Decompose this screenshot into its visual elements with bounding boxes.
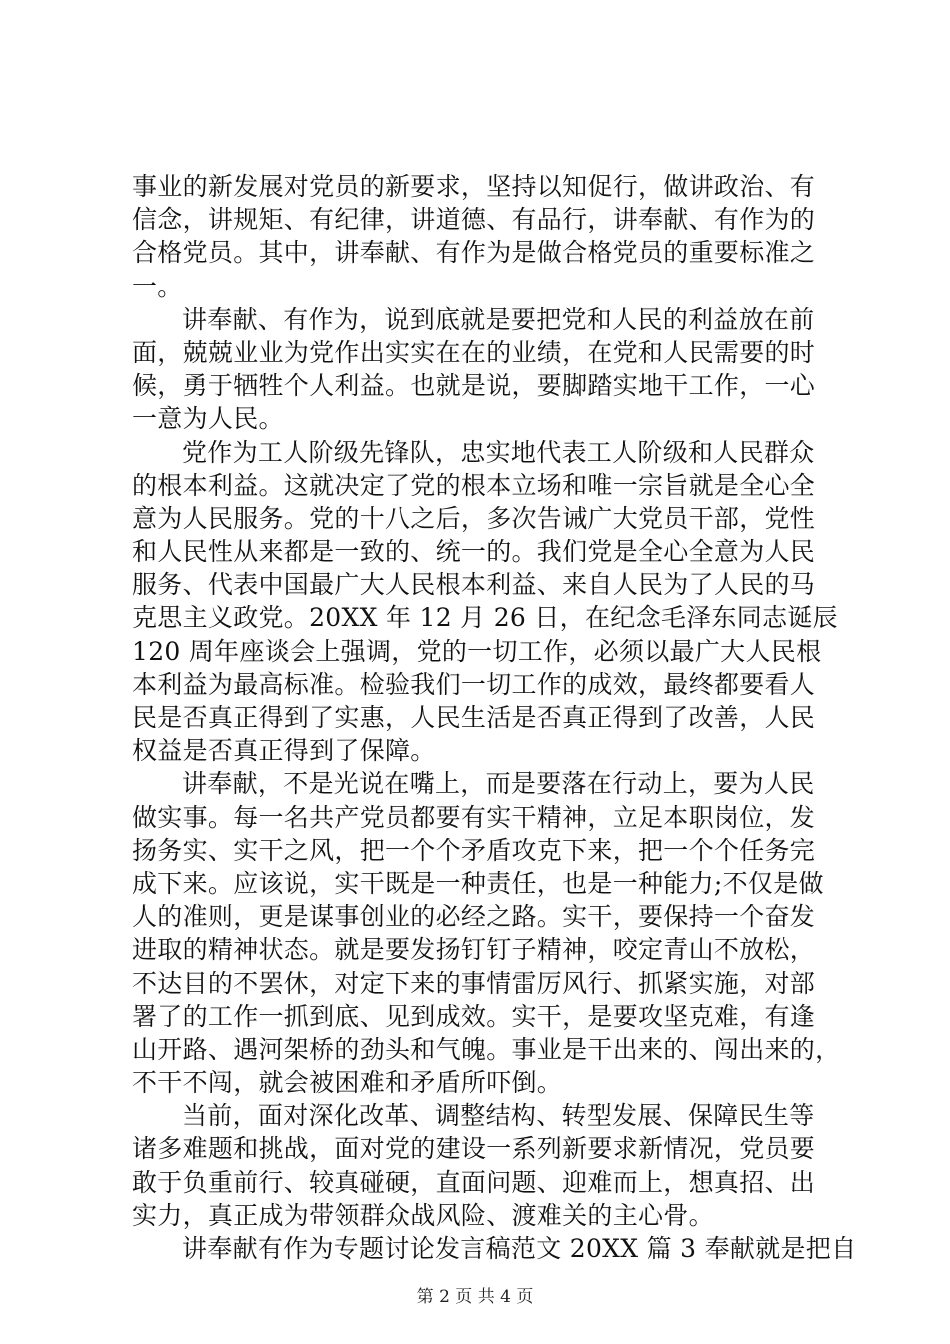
text-line: 进取的精神状态。就是要发扬钉钉子精神，咬定青山不放松， <box>132 935 816 965</box>
paragraph-first-line: 讲奉献有作为专题讨论发言稿范文 20XX 篇 3 奉献就是把自 <box>182 1234 857 1263</box>
text-line: 120 周年座谈会上强调，党的一切工作，必须以最广大人民根 <box>132 636 822 666</box>
text-line: 的根本利益。这就决定了党的根本立场和唯一宗旨就是全心全 <box>132 470 816 500</box>
text-line: 不干不闯，就会被困难和矛盾所吓倒。 <box>132 1068 563 1098</box>
paragraph-first-line: 讲奉献，不是光说在嘴上，而是要落在行动上，要为人民 <box>182 769 815 799</box>
text-line: 事业的新发展对党员的新要求，坚持以知促行，做讲政治、有 <box>132 172 816 201</box>
text-line: 民是否真正得到了实惠，人民生活是否真正得到了改善，人民 <box>132 703 816 732</box>
text-line: 一。 <box>132 271 183 301</box>
text-line: 意为人民服务。党的十八之后，多次告诫广大党员干部，党性 <box>132 503 816 533</box>
text-line: 克思主义政党。20XX 年 12 月 26 日，在纪念毛泽东同志诞辰 <box>132 603 838 633</box>
paragraph-first-line: 讲奉献、有作为，说到底就是要把党和人民的利益放在前 <box>182 304 815 334</box>
text-line: 面，兢兢业业为党作出实实在在的业绩，在党和人民需要的时 <box>132 337 816 367</box>
page-footer <box>0 1287 950 1307</box>
text-line: 一意为人民。 <box>132 404 284 434</box>
text-line: 不达目的不罢休，对定下来的事情雷厉风行、抓紧实施，对部 <box>132 968 816 998</box>
page-number-label: 第 2 页 共 4 页 <box>416 1287 534 1307</box>
text-line: 信念，讲规矩、有纪律，讲道德、有品行，讲奉献、有作为的 <box>132 205 816 235</box>
text-line: 和人民性从来都是一致的、统一的。我们党是全心全意为人民 <box>132 537 816 567</box>
text-line: 做实事。每一名共产党员都要有实干精神，立足本职岗位，发 <box>132 802 816 832</box>
text-line: 实力，真正成为带领群众战风险、渡难关的主心骨。 <box>132 1200 714 1230</box>
text-line: 权益是否真正得到了保障。 <box>132 736 436 766</box>
paragraph-first-line: 当前，面对深化改革、调整结构、转型发展、保障民生等 <box>182 1101 815 1131</box>
text-line: 署了的工作一抓到底、见到成效。实干，是要攻坚克难，有逢 <box>132 1001 816 1031</box>
text-line: 候，勇于牺牲个人利益。也就是说，要脚踏实地干工作，一心 <box>132 371 816 401</box>
text-line: 敢于负重前行、较真碰硬，直面问题、迎难而上，想真招、出 <box>132 1167 816 1197</box>
text-line: 山开路、遇河架桥的劲头和气魄。事业是干出来的、闯出来的， <box>132 1034 841 1064</box>
paragraph-first-line: 党作为工人阶级先锋队，忠实地代表工人阶级和人民群众 <box>182 437 815 467</box>
text-line: 成下来。应该说，实干既是一种责任，也是一种能力;不仅是做 <box>132 868 824 898</box>
text-line: 合格党员。其中，讲奉献、有作为是做合格党员的重要标准之 <box>132 238 816 268</box>
text-line: 服务、代表中国最广大人民根本利益、来自人民为了人民的马 <box>132 570 816 600</box>
document-body <box>132 170 857 1265</box>
text-line: 本利益为最高标准。检验我们一切工作的成效，最终都要看人 <box>132 669 816 699</box>
text-line: 诸多难题和挑战，面对党的建设一系列新要求新情况，党员要 <box>132 1134 816 1164</box>
text-line: 扬务实、实干之风，把一个个矛盾攻克下来，把一个个任务完 <box>132 835 816 865</box>
text-line: 人的准则，更是谋事创业的必经之路。实干，要保持一个奋发 <box>132 902 816 932</box>
